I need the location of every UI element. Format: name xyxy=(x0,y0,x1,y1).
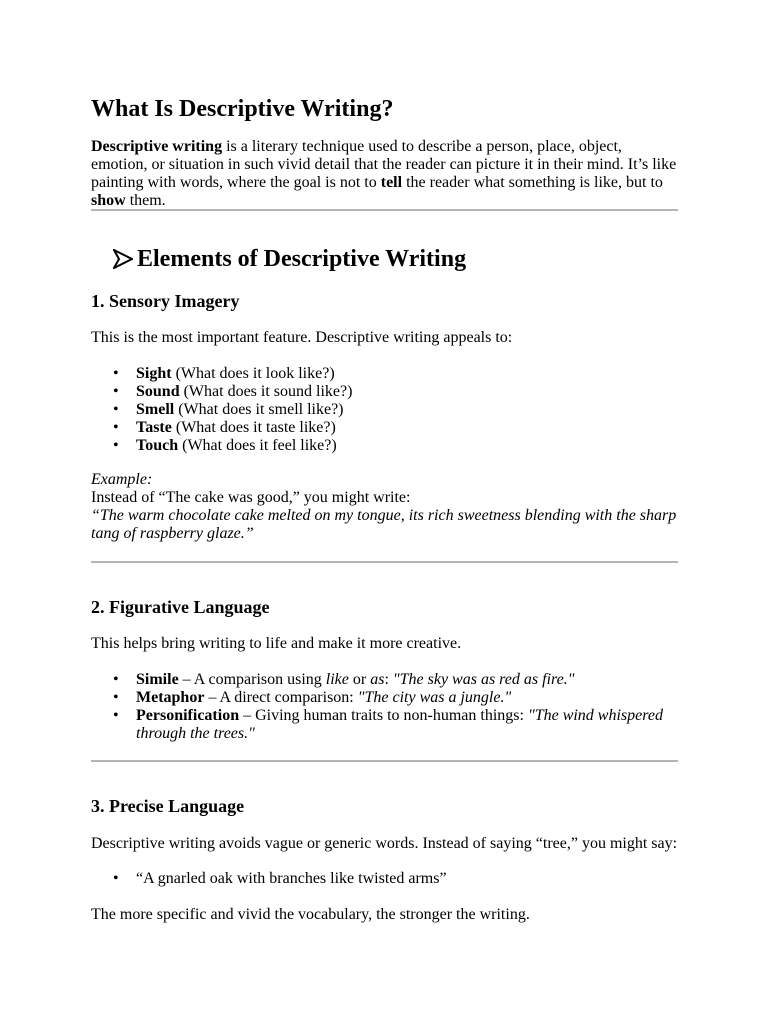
intro-paragraph xyxy=(91,138,679,210)
figurative-heading: 2. Figurative Language xyxy=(91,597,270,617)
item-term: Metaphor xyxy=(136,689,205,706)
item-quote: "The city was a jungle." xyxy=(357,689,512,706)
item-desc: (What does it feel like?) xyxy=(178,437,337,454)
item-desc: – A comparison using xyxy=(178,671,326,688)
elements-heading-text: Elements of Descriptive Writing xyxy=(137,246,467,272)
tell-word: tell xyxy=(380,174,403,191)
divider xyxy=(91,209,678,211)
arrow-bullet-icon xyxy=(113,249,133,269)
item-desc: or xyxy=(348,671,371,688)
divider xyxy=(91,760,678,762)
bullet: • xyxy=(113,401,119,418)
intro-text: is a literary technique used to describe a person, place, object, emotion, or situation in such vivid detail that the reader can picture it in their mind. It’s like painting with words, where the goal is not to xyxy=(91,138,677,191)
elements-heading xyxy=(113,245,466,273)
bullet: • xyxy=(113,870,119,887)
item-desc: – A direct comparison: xyxy=(204,689,358,706)
page-title: What Is Descriptive Writing? xyxy=(91,96,394,122)
example-label: Example: xyxy=(91,471,153,488)
precise-lead: Descriptive writing avoids vague or generic words. Instead of saying “tree,” you might say: xyxy=(91,835,678,852)
list-item xyxy=(91,671,679,689)
example-block xyxy=(91,471,679,543)
list-item xyxy=(91,419,679,437)
item-term: Sound xyxy=(136,383,180,400)
bullet: • xyxy=(113,419,119,436)
item-desc: (What does it sound like?) xyxy=(179,383,353,400)
sensory-heading: 1. Sensory Imagery xyxy=(91,291,240,311)
bullet: • xyxy=(113,689,119,706)
figurative-lead: This helps bring writing to life and make it more creative. xyxy=(91,635,462,652)
item-desc: (What does it smell like?) xyxy=(174,401,344,418)
item-desc: – Giving human traits to non-human things: xyxy=(239,707,528,724)
item-term: Sight xyxy=(136,365,172,382)
example-lead: Instead of “The cake was good,” you might write: xyxy=(91,489,411,506)
intro-text: them. xyxy=(125,192,166,209)
item-desc: : xyxy=(384,671,393,688)
precise-heading: 3. Precise Language xyxy=(91,796,245,816)
list-item xyxy=(91,437,679,455)
item-quote: "The sky was as red as fire." xyxy=(392,671,575,688)
figurative-list xyxy=(91,671,679,743)
item-term: Simile xyxy=(136,671,179,688)
list-item xyxy=(91,401,679,419)
precise-list xyxy=(91,870,679,888)
item-emphasis: like xyxy=(325,671,349,688)
example-quote: “The warm chocolate cake melted on my tongue, its rich sweetness blending with the sharp tang of raspberry glaze.” xyxy=(91,507,677,542)
item-term: Touch xyxy=(136,437,179,454)
item-term: Taste xyxy=(136,419,172,436)
bullet: • xyxy=(113,365,119,382)
item-emphasis: as xyxy=(370,671,385,688)
divider xyxy=(91,561,678,563)
item-desc: (What does it look like?) xyxy=(171,365,335,382)
list-item xyxy=(91,707,679,743)
bullet: • xyxy=(113,383,119,400)
show-word: show xyxy=(91,192,126,209)
sensory-lead: This is the most important feature. Descriptive writing appeals to: xyxy=(91,329,513,346)
list-item xyxy=(91,870,679,888)
item-term: Personification xyxy=(136,707,240,724)
bullet: • xyxy=(113,707,119,724)
bullet: • xyxy=(113,437,119,454)
precise-closing: The more specific and vivid the vocabulary, the stronger the writing. xyxy=(91,906,530,923)
intro-text: the reader what something is like, but to xyxy=(402,174,663,191)
bullet: • xyxy=(113,671,119,688)
sensory-list xyxy=(91,365,679,455)
list-item xyxy=(91,365,679,383)
intro-term: Descriptive writing xyxy=(91,138,223,155)
list-item xyxy=(91,689,679,707)
item-desc: (What does it taste like?) xyxy=(171,419,336,436)
item-text: “A gnarled oak with branches like twisted arms” xyxy=(136,870,447,887)
list-item xyxy=(91,383,679,401)
item-quote: "The wind whispered through the trees." xyxy=(136,707,663,742)
item-term: Smell xyxy=(136,401,175,418)
